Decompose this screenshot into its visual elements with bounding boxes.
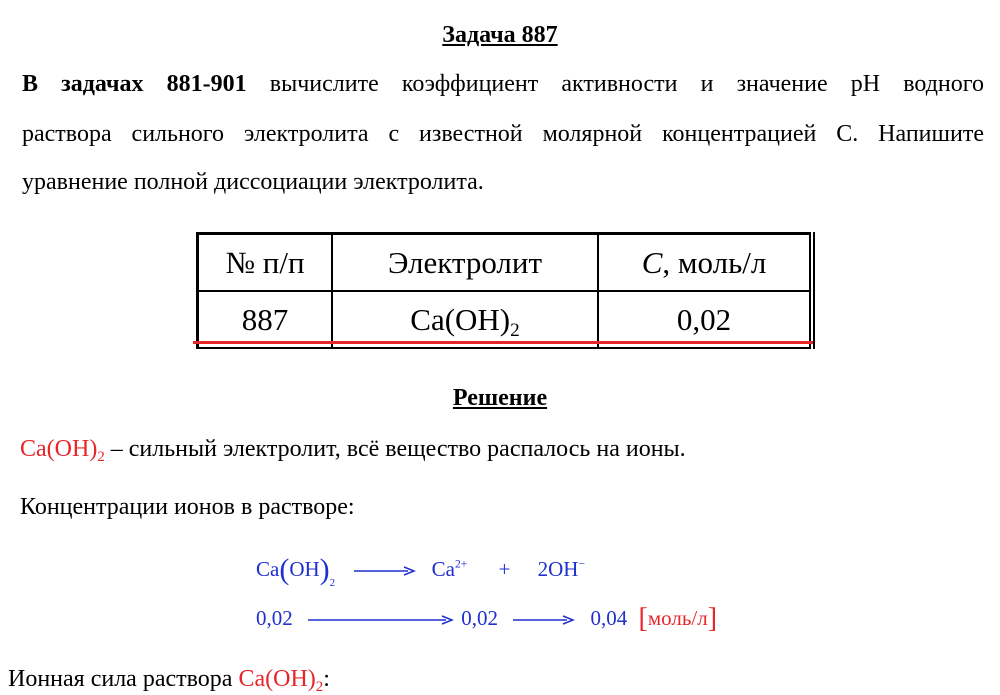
ionic-compound: $Ca(OH)_2$ <box>238 666 324 695</box>
problem-line-1 <box>22 71 984 98</box>
cell-electrolyte <box>332 291 598 348</box>
solution-statement <box>20 436 686 463</box>
table-row <box>198 291 813 348</box>
header-num: № п/п <box>198 234 333 292</box>
product-hydroxide-ion: 2OH− <box>537 557 585 581</box>
conc-hydroxide: 0,04 <box>590 606 628 630</box>
ions-heading: Концентрации ионов в растворе: <box>20 494 355 520</box>
conc-calcium: 0,02 <box>461 606 498 630</box>
compound-formula: $Ca(OH)_2$ <box>20 436 105 465</box>
electrolyte-formula: Ca(OH) <box>410 301 511 337</box>
ionic-colon: : <box>323 666 330 692</box>
conc-symbol: C <box>641 244 663 280</box>
page-title: Задача 887 <box>442 22 558 48</box>
header-concentration <box>598 234 812 292</box>
ionic-strength-text: Ионная сила раствора <box>8 666 239 692</box>
problem-range: В задачах 881-901 <box>22 71 247 97</box>
cell-num: 887 <box>198 291 333 348</box>
data-table <box>196 232 815 349</box>
cell-concentration: 0,02 <box>598 291 812 348</box>
electrolyte-subscript: 2 <box>510 319 520 341</box>
conc-initial: 0,02 <box>256 606 293 630</box>
table-red-underline <box>193 341 813 344</box>
product-calcium-ion: $Ca^{2+}$ <box>431 557 468 581</box>
conc-unit-label: [моль/л] <box>638 603 718 634</box>
reaction-arrow-icon <box>354 564 416 578</box>
concentration-line <box>256 603 717 635</box>
dissociation-equation <box>256 553 585 587</box>
conc-arrow-icon <box>308 613 454 627</box>
table-header-row <box>198 234 813 292</box>
conc-arrow-icon <box>513 613 575 627</box>
reactant: $Ca(OH)_2$ <box>256 553 336 589</box>
ionic-strength-line <box>8 666 330 693</box>
statement-text: – сильный электролит, всё вещество распалось на ионы. <box>104 436 686 462</box>
conc-unit: , моль/л <box>662 244 767 280</box>
header-electrolyte: Электролит <box>332 234 598 292</box>
problem-text-1: вычислите коэффициент активности и значение pH водного <box>269 71 985 97</box>
problem-line-3: уравнение полной диссоциации электролита. <box>22 169 484 195</box>
problem-line-2: раствора сильного электролита с известной молярной концентрацией С. Напишите <box>22 121 984 147</box>
solution-title: Решение <box>452 385 548 411</box>
plus-sign: + <box>498 557 511 581</box>
